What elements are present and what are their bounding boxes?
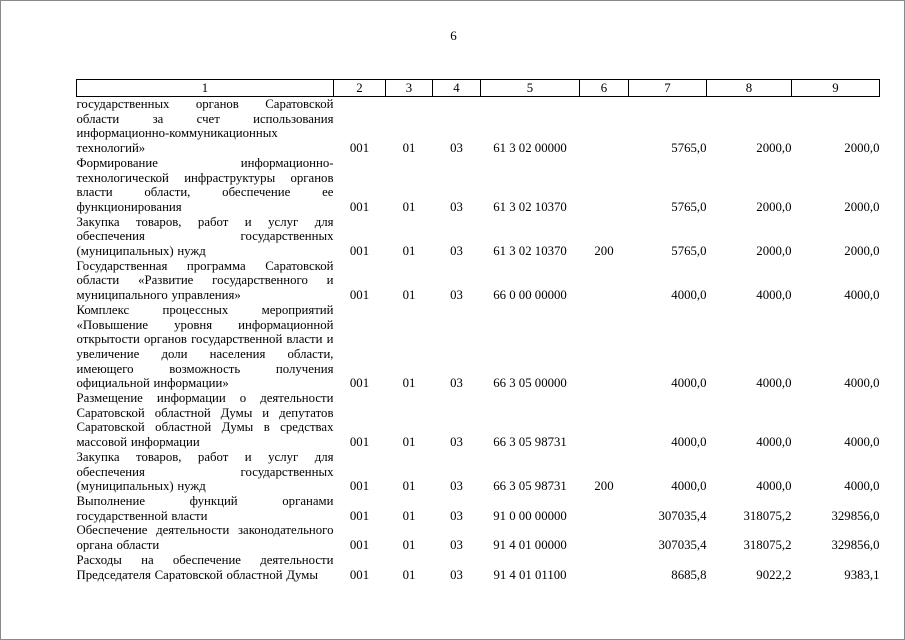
expense-type-cell: 200: [594, 244, 614, 259]
budget-expenditures-table: [76, 79, 880, 582]
subsection-code-cell: 03: [450, 567, 463, 582]
name-cell: Расходы на обеспечение деятельности Председателя Саратовской областной Думы: [76, 552, 334, 582]
target-article-cell: 91 0 00 00000: [493, 508, 567, 523]
amount-year1-cell: 5765,0: [671, 141, 707, 156]
section-code-cell: 01: [402, 199, 416, 214]
grbs-code-cell: 001: [349, 567, 370, 582]
name-cell: Государственная программа Саратовской области «Развитие государственного и муниципального управления»: [76, 258, 334, 303]
amount-year2-cell: 4000,0: [756, 435, 792, 450]
section-code-cell: 01: [402, 288, 416, 303]
grbs-code-cell: 001: [349, 244, 370, 259]
amount-year3-cell: 4000,0: [844, 435, 880, 450]
subsection-code-cell: 03: [450, 435, 463, 450]
amount-year3-cell: 2000,0: [844, 199, 880, 214]
subsection-code-cell: 03: [450, 376, 463, 391]
name-cell: Комплекс процессных мероприятий «Повышение уровня информационной открытости органов государственной власти и увеличение доли населения области, имеющего возможность получения официальной информации»: [76, 302, 334, 391]
amount-year1-cell: 4000,0: [671, 435, 707, 450]
target-article-cell: 91 4 01 01100: [493, 567, 567, 582]
name-cell: государственных органов Саратовской области за счет использования информационно-коммуникационных технологий»: [76, 97, 334, 156]
amount-year1-cell: 4000,0: [671, 376, 707, 391]
amount-year3-cell: 4000,0: [844, 288, 880, 303]
amount-year2-cell: 4000,0: [756, 288, 792, 303]
target-article-cell: 66 0 00 00000: [493, 288, 567, 303]
target-article-cell: 91 4 01 00000: [493, 538, 567, 553]
name-cell: Закупка товаров, работ и услуг для обеспечения государственных (муниципальных) нужд: [76, 214, 334, 259]
grbs-code-cell: 001: [349, 288, 370, 303]
amount-year3-cell: 4000,0: [844, 479, 880, 494]
grbs-code-cell: 001: [349, 141, 370, 156]
amount-year2-cell: 4000,0: [756, 376, 792, 391]
amount-year3-cell: 329856,0: [831, 538, 880, 553]
target-article-cell: 61 3 02 10370: [493, 199, 567, 214]
amount-year3-cell: 4000,0: [844, 376, 880, 391]
subsection-code-cell: 03: [450, 141, 463, 156]
expense-type-cell: [580, 259, 629, 303]
table-row: [77, 97, 880, 156]
section-code-cell: 01: [402, 141, 416, 156]
amount-year3-cell: 2000,0: [844, 141, 880, 156]
grbs-code-cell: 001: [349, 199, 370, 214]
subsection-code-cell: 03: [450, 508, 463, 523]
table-row: [77, 494, 880, 523]
subsection-code-cell: 03: [450, 479, 463, 494]
grbs-code-cell: 001: [349, 479, 370, 494]
subsection-code-cell: 03: [450, 538, 463, 553]
name-cell: Размещение информации о деятельности Саратовской областной Думы и депутатов Саратовской областной Думы в средствах массовой информации: [76, 391, 334, 450]
header-col2: 2: [334, 80, 386, 97]
expense-type-cell: [580, 303, 629, 391]
header-col1: 1: [77, 80, 334, 97]
expense-type-cell: 200: [594, 479, 614, 494]
grbs-code-cell: 001: [349, 376, 370, 391]
name-cell: Выполнение функций органами государственной власти: [76, 493, 334, 523]
grbs-code-cell: 001: [349, 508, 370, 523]
expense-type-cell: [580, 97, 629, 156]
table-row: [77, 215, 880, 259]
target-article-cell: 66 3 05 00000: [493, 376, 567, 391]
grbs-code-cell: 001: [349, 435, 370, 450]
subsection-code-cell: 03: [450, 288, 463, 303]
expense-type-cell: [580, 156, 629, 215]
target-article-cell: 61 3 02 00000: [493, 141, 567, 156]
expense-type-cell: [580, 391, 629, 450]
name-cell: Обеспечение деятельности законодательного органа области: [76, 523, 334, 553]
amount-year3-cell: 2000,0: [844, 244, 880, 259]
section-code-cell: 01: [402, 435, 416, 450]
amount-year1-cell: 5765,0: [671, 199, 707, 214]
name-cell: Формирование информационно-технологической инфраструктуры органов власти области, обеспечение ее функционирования: [76, 155, 334, 214]
amount-year1-cell: 5765,0: [671, 244, 707, 259]
section-code-cell: 01: [402, 538, 416, 553]
amount-year2-cell: 2000,0: [756, 244, 792, 259]
amount-year2-cell: 4000,0: [756, 479, 792, 494]
header-col6: 6: [580, 80, 629, 97]
amount-year1-cell: 4000,0: [671, 479, 707, 494]
header-col8: 8: [707, 80, 792, 97]
header-col9: 9: [792, 80, 880, 97]
target-article-cell: 66 3 05 98731: [493, 435, 567, 450]
page-number: 6: [450, 28, 457, 43]
amount-year3-cell: 329856,0: [831, 508, 880, 523]
section-code-cell: 01: [402, 567, 416, 582]
table-row: [77, 259, 880, 303]
section-code-cell: 01: [402, 376, 416, 391]
amount-year3-cell: 9383,1: [844, 567, 880, 582]
header-col4: 4: [433, 80, 481, 97]
name-cell: Закупка товаров, работ и услуг для обеспечения государственных (муниципальных) нужд: [76, 449, 334, 494]
table-row: [77, 523, 880, 552]
header-col7: 7: [629, 80, 707, 97]
amount-year2-cell: 318075,2: [743, 508, 792, 523]
amount-year2-cell: 9022,2: [756, 567, 792, 582]
subsection-code-cell: 03: [450, 199, 463, 214]
subsection-code-cell: 03: [450, 244, 463, 259]
table-row: [77, 553, 880, 582]
table-row: [77, 391, 880, 450]
table-header-row: [77, 80, 880, 97]
amount-year2-cell: 318075,2: [743, 538, 792, 553]
table-row: [77, 303, 880, 391]
table-row: [77, 156, 880, 215]
amount-year2-cell: 2000,0: [756, 141, 792, 156]
grbs-code-cell: 001: [349, 538, 370, 553]
expense-type-cell: [580, 553, 629, 582]
amount-year1-cell: 8685,8: [671, 567, 707, 582]
amount-year2-cell: 2000,0: [756, 199, 792, 214]
table-row: [77, 450, 880, 494]
header-col5: 5: [481, 80, 580, 97]
section-code-cell: 01: [402, 508, 416, 523]
expense-type-cell: [580, 523, 629, 552]
amount-year1-cell: 4000,0: [671, 288, 707, 303]
expense-type-cell: [580, 494, 629, 523]
amount-year1-cell: 307035,4: [658, 508, 707, 523]
target-article-cell: 66 3 05 98731: [493, 479, 567, 494]
section-code-cell: 01: [402, 244, 416, 259]
header-col3: 3: [386, 80, 433, 97]
target-article-cell: 61 3 02 10370: [493, 244, 567, 259]
section-code-cell: 01: [402, 479, 416, 494]
amount-year1-cell: 307035,4: [658, 538, 707, 553]
